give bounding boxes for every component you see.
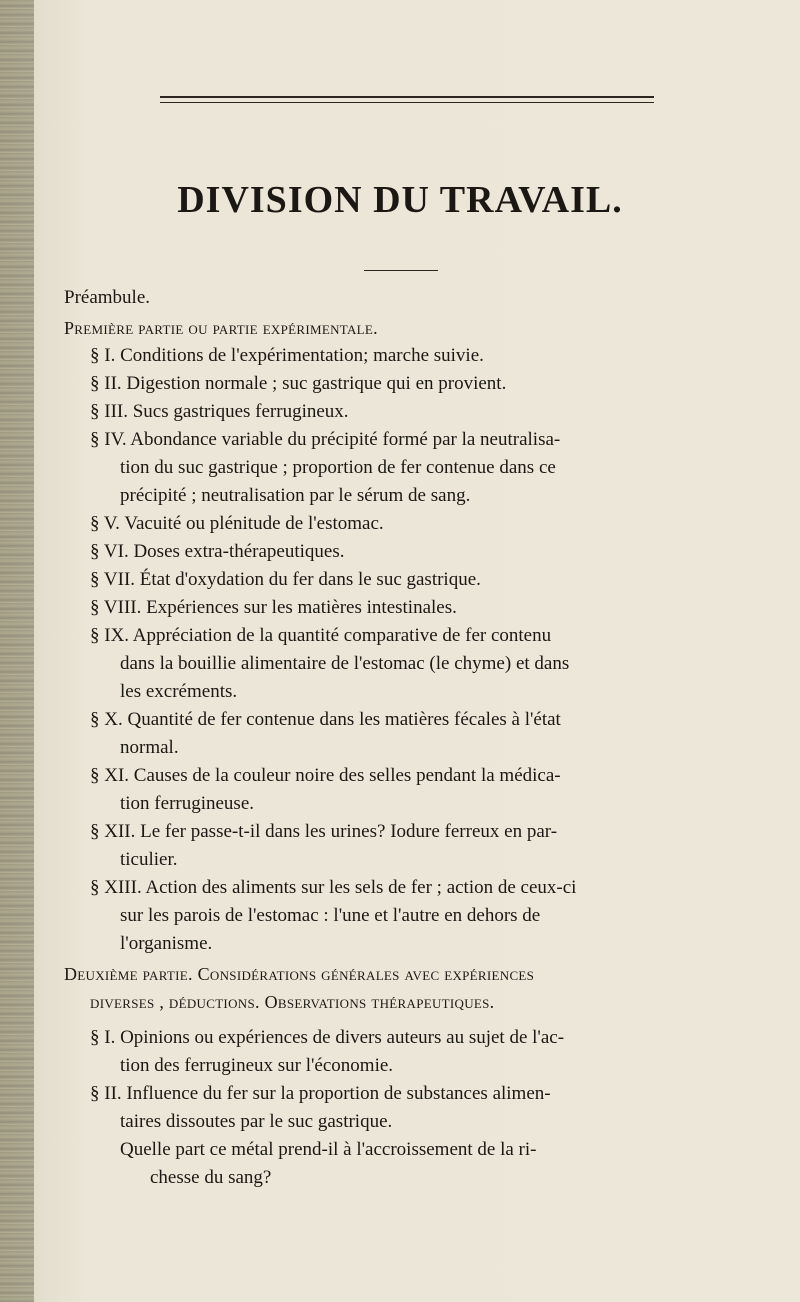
part1-line: dans la bouillie alimentaire de l'estomac (le chyme) et dans bbox=[120, 653, 570, 674]
part1-line: § VIII. Expériences sur les matières intestinales. bbox=[90, 597, 457, 618]
part1-line: l'organisme. bbox=[120, 933, 213, 954]
part1-line: § XI. Causes de la couleur noire des selles pendant la médica- bbox=[90, 765, 561, 786]
part1-line: § XIII. Action des aliments sur les sels de fer ; action de ceux-ci bbox=[90, 877, 577, 898]
part2-line: tion des ferrugineux sur l'économie. bbox=[120, 1055, 394, 1076]
part1-line: § VII. État d'oxydation du fer dans le suc gastrique. bbox=[90, 569, 481, 590]
part2-line: § II. Influence du fer sur la proportion de substances alimen- bbox=[90, 1083, 551, 1104]
part1-line: tion du suc gastrique ; proportion de fer contenue dans ce bbox=[120, 457, 556, 478]
part1-line: ticulier. bbox=[120, 849, 178, 870]
part1-line: précipité ; neutralisation par le sérum de sang. bbox=[120, 485, 471, 506]
part1-line: les excréments. bbox=[120, 681, 238, 702]
part1-heading: Première partie ou partie expérimentale. bbox=[64, 318, 378, 338]
part1-line: § I. Conditions de l'expérimentation; marche suivie. bbox=[90, 345, 484, 366]
part1-line: normal. bbox=[120, 737, 179, 758]
part1-line: § IV. Abondance variable du précipité formé par la neutralisa- bbox=[90, 429, 561, 450]
part2-line: taires dissoutes par le suc gastrique. bbox=[120, 1111, 393, 1132]
part1-line: § V. Vacuité ou plénitude de l'estomac. bbox=[90, 513, 384, 534]
page-title: DIVISION DU TRAVAIL. bbox=[177, 179, 623, 221]
part2-line: Quelle part ce métal prend-il à l'accroissement de la ri- bbox=[120, 1139, 537, 1160]
part2-heading-line2: diverses , déductions. Observations thérapeutiques. bbox=[90, 992, 495, 1012]
part1-line: § III. Sucs gastriques ferrugineux. bbox=[90, 401, 349, 422]
part1-line: § IX. Appréciation de la quantité comparative de fer contenu bbox=[90, 625, 552, 646]
part1-line: § II. Digestion normale ; suc gastrique qui en provient. bbox=[90, 373, 507, 394]
part1-line: § XII. Le fer passe-t-il dans les urines? Iodure ferreux en par- bbox=[90, 821, 558, 842]
part1-line: tion ferrugineuse. bbox=[120, 793, 255, 814]
part1-line: sur les parois de l'estomac : l'une et l'autre en dehors de bbox=[120, 905, 541, 926]
preambule-entry: Préambule. bbox=[64, 287, 151, 308]
part1-line: § VI. Doses extra-thérapeutiques. bbox=[90, 541, 345, 562]
part2-line: chesse du sang? bbox=[150, 1167, 272, 1188]
part2-line: § I. Opinions ou expériences de divers auteurs au sujet de l'ac- bbox=[90, 1027, 565, 1048]
part2-heading-line1: Deuxième partie. Considérations générales avec expériences bbox=[64, 964, 535, 984]
part1-line: § X. Quantité de fer contenue dans les matières fécales à l'état bbox=[90, 709, 561, 730]
